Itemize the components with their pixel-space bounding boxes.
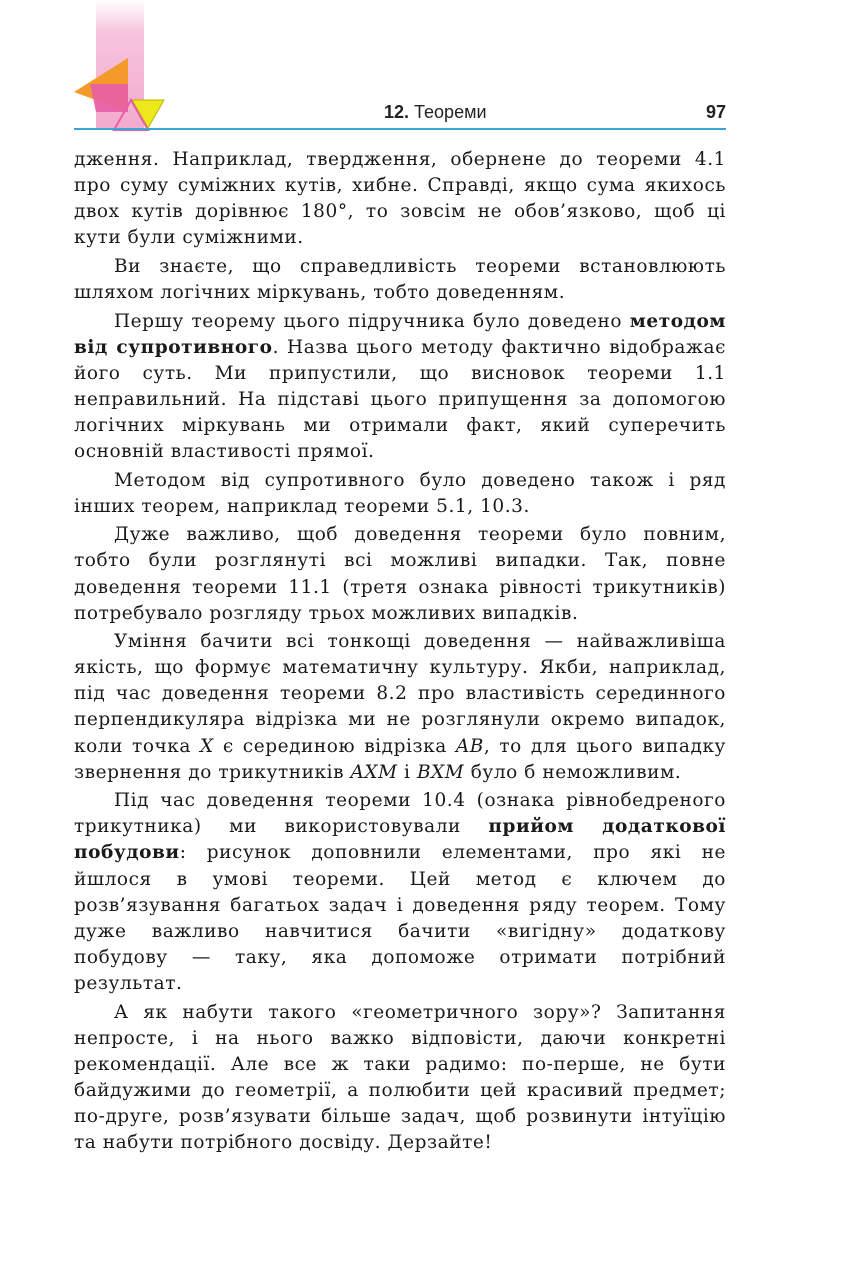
paragraph-7-tail: : рисунок доповнили елементами, про які не йшлося в умові теореми. Цей метод є ключем до розв’язування багатьох задач і доведення ряду теорем. Тому дуже важливо навчитися бачити «вигідну» додаткову побудову — таку, яка допоможе отримати потрібний результат. <box>74 842 726 994</box>
paragraph-1: дження. Наприклад, твердження, обернене до теореми 4.1 про суму суміжних кутів, хибне. Справді, якщо сума якихось двох кутів дорівнює 180°, то зовсім не обов’язково, щоб ці кути були суміжними. <box>74 149 726 249</box>
triangles-logo <box>70 56 170 136</box>
variable-axm: AXM <box>350 761 398 783</box>
paragraph-3-tail: . Назва цього методу фактично відображає його суть. Ми припустили, що висновок теореми 1.1 неправильний. На підставі цього припущення за допомогою логічних міркувань ми отримали факт, який суперечить основній властивості прямої. <box>74 336 726 463</box>
paragraph-3-lead: Першу теорему цього підручника було доведено <box>114 310 630 332</box>
header-rule <box>74 128 726 130</box>
chapter-number: 12. <box>384 102 410 122</box>
paragraph-6-part-3: , то для цього випадку звернення до трикутників <box>74 735 726 783</box>
term-proof-by-contradiction: методом від супротивного <box>74 310 726 358</box>
body-text <box>74 147 726 1159</box>
pink-triangle <box>90 84 128 112</box>
paragraph-6-part-5: було б неможливим. <box>464 761 682 783</box>
term-auxiliary-construction: прийом додаткової побудови <box>74 816 726 864</box>
running-head <box>384 102 487 123</box>
chapter-title: Теореми <box>414 102 487 122</box>
paragraph-6-part-2: є серединою відрізка <box>213 735 456 757</box>
paragraph-2: Ви знаєте, що справедливість теореми встановлюють шляхом логічних міркувань, тобто доведенням. <box>74 255 726 303</box>
paragraph-4: Методом від супротивного було доведено також і ряд інших теорем, наприклад теореми 5.1, 10.3. <box>74 469 726 517</box>
variable-x: X <box>200 735 214 757</box>
paragraph-7 <box>74 788 726 997</box>
paragraph-7-lead: Під час доведення теореми 10.4 (ознака рівнобедреного трикутника) ми використовували <box>74 790 726 838</box>
yellow-triangle <box>132 100 164 128</box>
paragraph-6 <box>74 629 726 786</box>
page-number: 97 <box>705 102 726 122</box>
paragraph-6-part-4: і <box>397 761 417 783</box>
paragraph-5: Дуже важливо, щоб доведення теореми було повним, тобто були розглянуті всі можливі випадки. Так, повне доведення теореми 11.1 (третя ознака рівності трикутників) потребувало розгляду трьох можливих випадків. <box>74 524 726 624</box>
paragraph-8: А як набути такого «геометричного зору»? Запитання непросте, і на нього важко відповісти, даючи конкретні рекомендації. Але все ж таки радимо: по-перше, не бути байдужими до геометрії, а полюбити цей красивий предмет; по-друге, розв’язувати більше задач, щоб розвинути інтуїцію та набути потрібного досвіду. Дерзайте! <box>74 1001 726 1153</box>
paragraph-3 <box>74 309 726 466</box>
paragraph-6-part-1: Уміння бачити всі тонкощі доведення — найважливіша якість, що формує математичну культуру. Якби, наприклад, під час доведення теореми 8.2 про властивість серединного перпендикуляра відрізка ми не розглянули окремо випадок, коли точка <box>74 631 726 757</box>
variable-bxm: BXM <box>416 761 465 783</box>
variable-ab: AB <box>455 735 484 757</box>
